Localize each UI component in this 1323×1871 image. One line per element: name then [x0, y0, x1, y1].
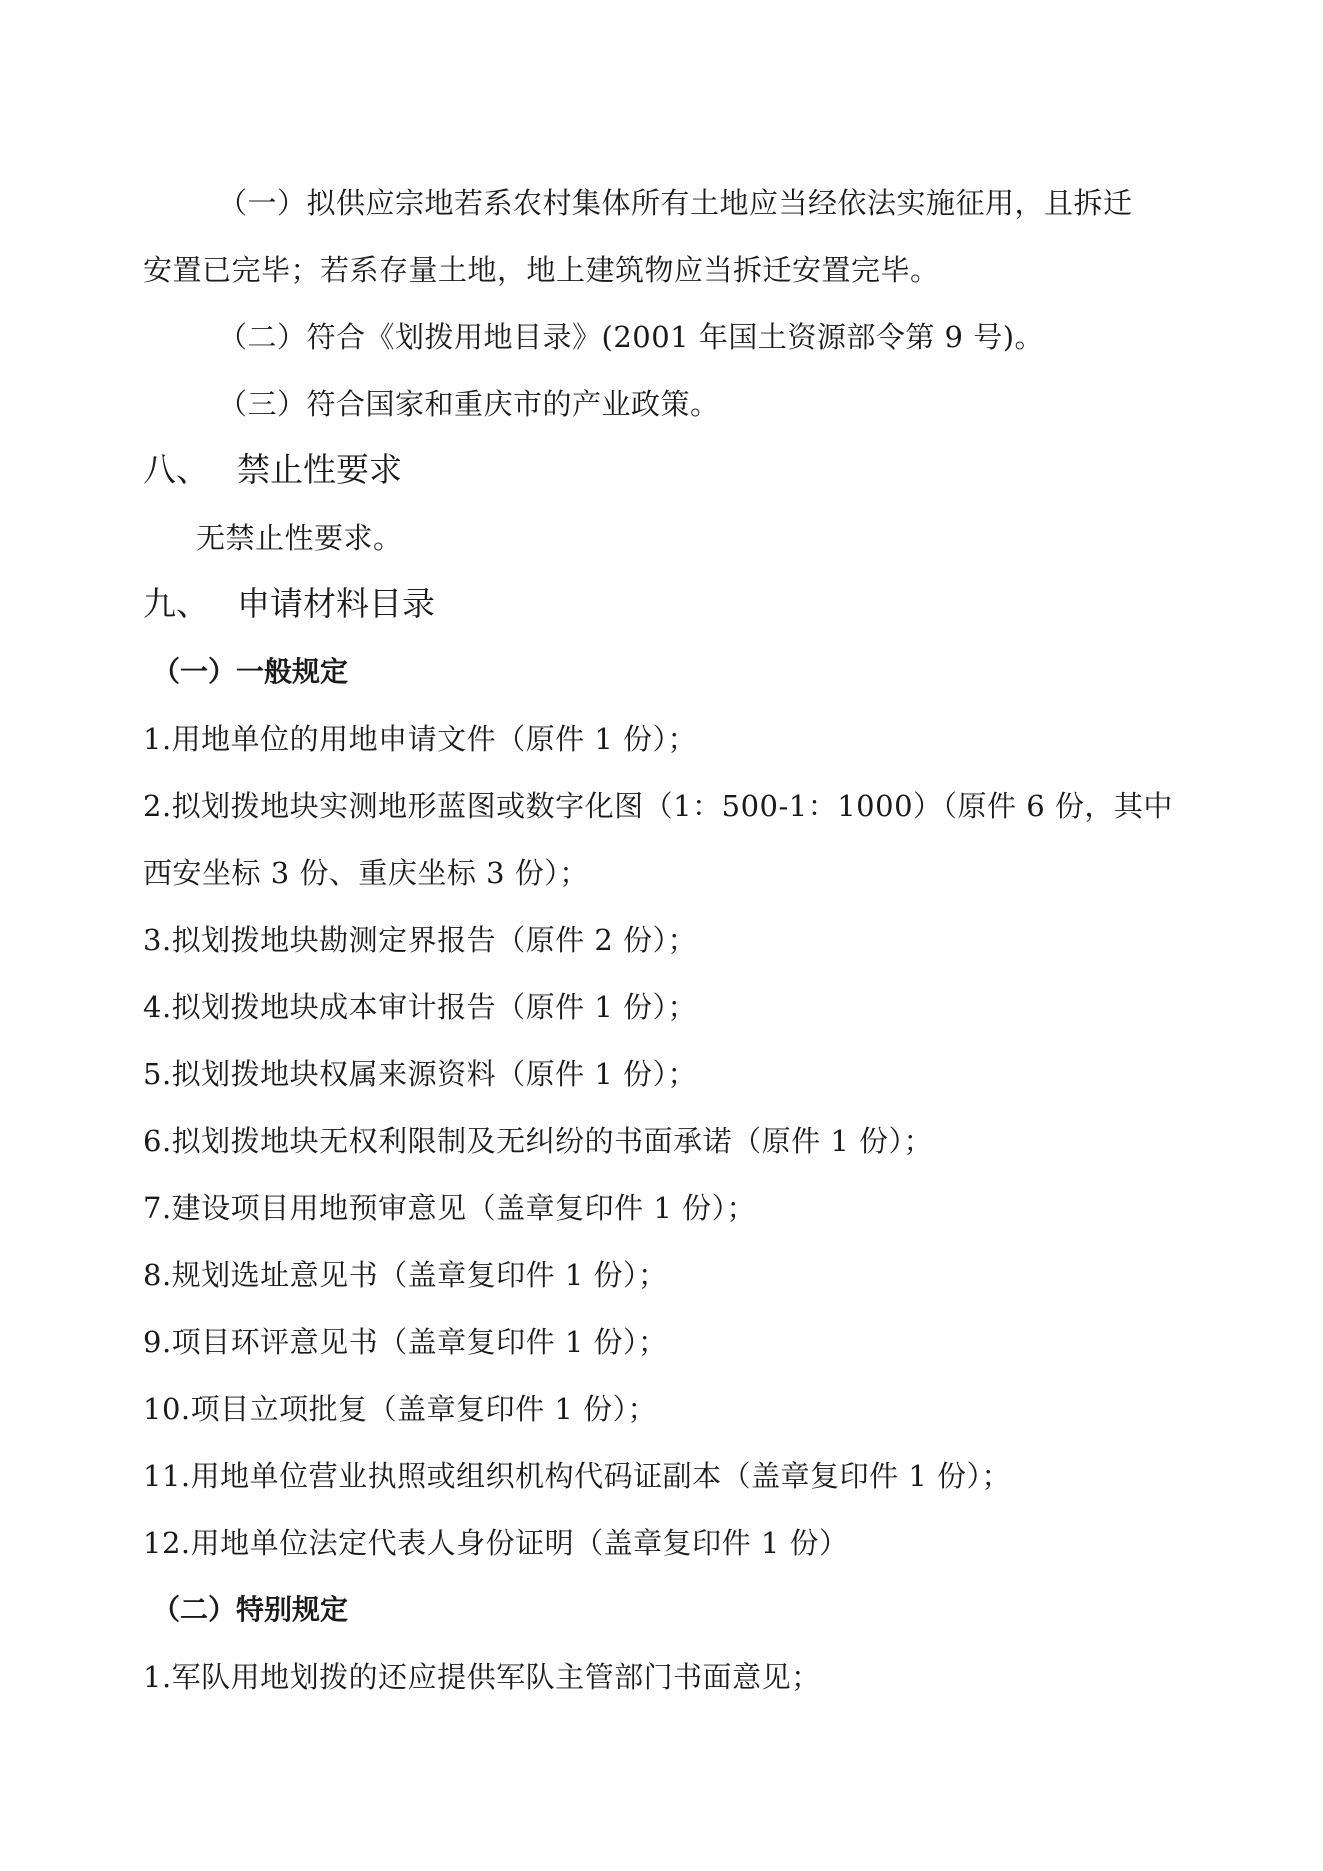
material-item: 8.规划选址意见书（盖章复印件 1 份）；	[143, 1258, 668, 1292]
material-item: 12.用地单位法定代表人身份证明（盖章复印件 1 份）	[143, 1526, 849, 1560]
intro-item-2: （二）符合《划拨用地目录》(2001 年国土资源部令第 9 号)。	[218, 320, 1045, 354]
material-item: 6.拟划拨地块无权利限制及无纠纷的书面承诺（原件 1 份）；	[143, 1124, 934, 1158]
material-item: 5.拟划拨地块权属来源资料（原件 1 份）；	[143, 1057, 698, 1091]
material-item: 10.项目立项批复（盖章复印件 1 份）；	[143, 1392, 658, 1426]
intro-item-3: （三）符合国家和重庆市的产业政策。	[218, 387, 720, 421]
material-item: 3.拟划拨地块勘测定界报告（原件 2 份）；	[143, 923, 698, 957]
intro-item-1-line-2: 安置已完毕；若系存量土地，地上建筑物应当拆迁安置完毕。	[143, 253, 940, 287]
section-8-body: 无禁止性要求。	[196, 521, 403, 555]
intro-item-1-line-1: （一）拟供应宗地若系农村集体所有土地应当经依法实施征用，且拆迁	[218, 186, 1133, 220]
material-item: 11.用地单位营业执照或组织机构代码证副本（盖章复印件 1 份）；	[143, 1459, 1012, 1493]
section-8-heading	[143, 448, 402, 492]
section-8-title: 禁止性要求	[237, 450, 402, 489]
material-item-continuation: 西安坐标 3 份、重庆坐标 3 份）；	[143, 856, 589, 890]
special-material-item: 1.军队用地划拨的还应提供军队主管部门书面意见；	[143, 1660, 821, 1694]
material-item: 9.项目环评意见书（盖章复印件 1 份）；	[143, 1325, 668, 1359]
section-9-number: 九、	[143, 584, 209, 623]
section-9-heading	[143, 582, 435, 626]
material-item: 4.拟划拨地块成本审计报告（原件 1 份）；	[143, 990, 698, 1024]
special-rules-heading: （二）特别规定	[152, 1593, 349, 1626]
material-item: 1.用地单位的用地申请文件（原件 1 份）；	[143, 722, 698, 756]
section-9-title: 申请材料目录	[237, 584, 435, 623]
general-rules-heading: （一）一般规定	[152, 655, 349, 688]
material-item: 7.建设项目用地预审意见（盖章复印件 1 份）；	[143, 1191, 757, 1225]
section-8-number: 八、	[143, 450, 209, 489]
material-item: 2.拟划拨地块实测地形蓝图或数字化图（1：500-1：1000）（原件 6 份，其中	[143, 789, 1173, 823]
